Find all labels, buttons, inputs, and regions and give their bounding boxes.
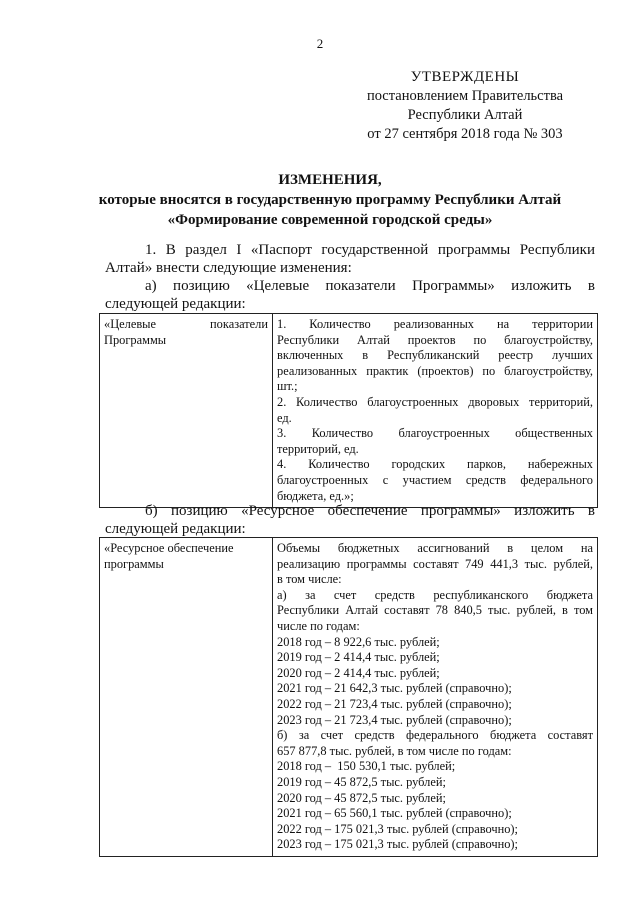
targets-line: 3. Количество благоустроенных общественных xyxy=(277,426,593,441)
targets-label-line-1: «Целевые показатели xyxy=(104,317,268,331)
resources-label-line-1: «Ресурсное обеспечение xyxy=(104,541,234,555)
paragraph-1 xyxy=(105,241,595,277)
paragraph-a-line-2: следующей редакции: xyxy=(105,296,246,312)
resources-line: 2020 год – 2 414,4 тыс. рублей; xyxy=(277,665,440,680)
targets-line: 2. Количество благоустроенных дворовых территорий, xyxy=(277,394,593,409)
targets-line: шт.; xyxy=(277,379,298,394)
paragraph-a-line-1: а) позицию «Целевые показатели Программы» изложить в xyxy=(145,278,595,294)
targets-line: благоустроенных с участием средств федерального xyxy=(277,472,593,487)
targets-table xyxy=(99,313,598,508)
approval-line-2: Республики Алтай xyxy=(407,107,523,123)
title-line-1: ИЗМЕНЕНИЯ, xyxy=(278,172,382,188)
resources-line: 2022 год – 175 021,3 тыс. рублей (справочно); xyxy=(277,821,518,836)
resources-line: а) за счет средств республиканского бюджета xyxy=(277,587,593,602)
resources-table xyxy=(99,537,598,857)
targets-line: ед. xyxy=(277,410,292,425)
resources-content-cell xyxy=(273,538,598,857)
paragraph-b xyxy=(105,502,595,538)
title-line-3: «Формирование современной городской среды» xyxy=(167,212,493,228)
approval-heading: УТВЕРЖДЕНЫ xyxy=(410,69,520,85)
resources-line: 2022 год – 21 723,4 тыс. рублей (справочно); xyxy=(277,696,512,711)
resources-line: 2021 год – 65 560,1 тыс. рублей (справочно); xyxy=(277,806,512,821)
targets-line: территорий, ед. xyxy=(277,441,359,456)
targets-label-line-2: Программы xyxy=(104,332,167,347)
resources-line: в том числе: xyxy=(277,572,342,587)
resources-line: 2018 год – 150 530,1 тыс. рублей; xyxy=(277,759,456,774)
targets-line: 1. Количество реализованных на территории xyxy=(277,317,593,331)
paragraph-1-line-1: 1. В раздел I «Паспорт государственной программы Республики xyxy=(145,242,595,258)
approval-line-1: постановлением Правительства xyxy=(366,88,564,104)
approval-block xyxy=(340,68,590,144)
resources-line: Объемы бюджетных ассигнований в целом на xyxy=(277,541,593,555)
resources-line: 2023 год – 21 723,4 тыс. рублей (справочно); xyxy=(277,712,512,727)
resources-line: 657 877,8 тыс. рублей, в том числе по годам: xyxy=(277,743,512,758)
resources-label-cell xyxy=(100,538,273,857)
resources-line: Республики Алтай составят 78 840,5 тыс. рублей, в том xyxy=(277,603,593,618)
targets-line: 4. Количество городских парков, набережных xyxy=(277,457,593,472)
resources-line: 2018 год – 8 922,6 тыс. рублей; xyxy=(277,634,440,649)
targets-line: включенных в Республиканский реестр лучших xyxy=(277,348,593,363)
table-row xyxy=(100,538,598,857)
resources-line: 2019 год – 2 414,4 тыс. рублей; xyxy=(277,650,440,665)
resources-label-line-2: программы xyxy=(104,556,164,571)
resources-line: числе по годам: xyxy=(277,618,360,633)
page-number: 2 xyxy=(316,36,324,51)
targets-content-cell xyxy=(273,314,598,508)
resources-line: 2019 год – 45 872,5 тыс. рублей; xyxy=(277,774,446,789)
targets-label-cell xyxy=(100,314,273,508)
paragraph-b-line-2: следующей редакции: xyxy=(105,521,246,537)
targets-line: реализованных практик (проектов) по благоустройству, xyxy=(277,363,593,378)
title-line-2: которые вносятся в государственную программу Республики Алтай xyxy=(98,192,562,208)
resources-line: 2021 год – 21 642,3 тыс. рублей (справочно); xyxy=(277,681,512,696)
resources-line: 2023 год – 175 021,3 тыс. рублей (справочно); xyxy=(277,837,518,852)
paragraph-1-line-2: Алтай» внести следующие изменения: xyxy=(105,260,352,276)
paragraph-a xyxy=(105,277,595,313)
resources-line: реализацию программы составят 749 441,3 тыс. рублей, xyxy=(277,556,593,571)
approval-line-3: от 27 сентября 2018 года № 303 xyxy=(367,126,563,142)
table-row xyxy=(100,314,598,508)
targets-line: Республики Алтай проектов по благоустройству, xyxy=(277,332,593,347)
resources-line: б) за счет средств федерального бюджета составят xyxy=(277,728,593,743)
document-title xyxy=(70,170,590,230)
resources-line: 2020 год – 45 872,5 тыс. рублей; xyxy=(277,790,446,805)
targets-line: бюджета, ед.»; xyxy=(277,488,354,503)
paragraph-b-line-1: б) позицию «Ресурсное обеспечение программы» изложить в xyxy=(145,503,595,519)
